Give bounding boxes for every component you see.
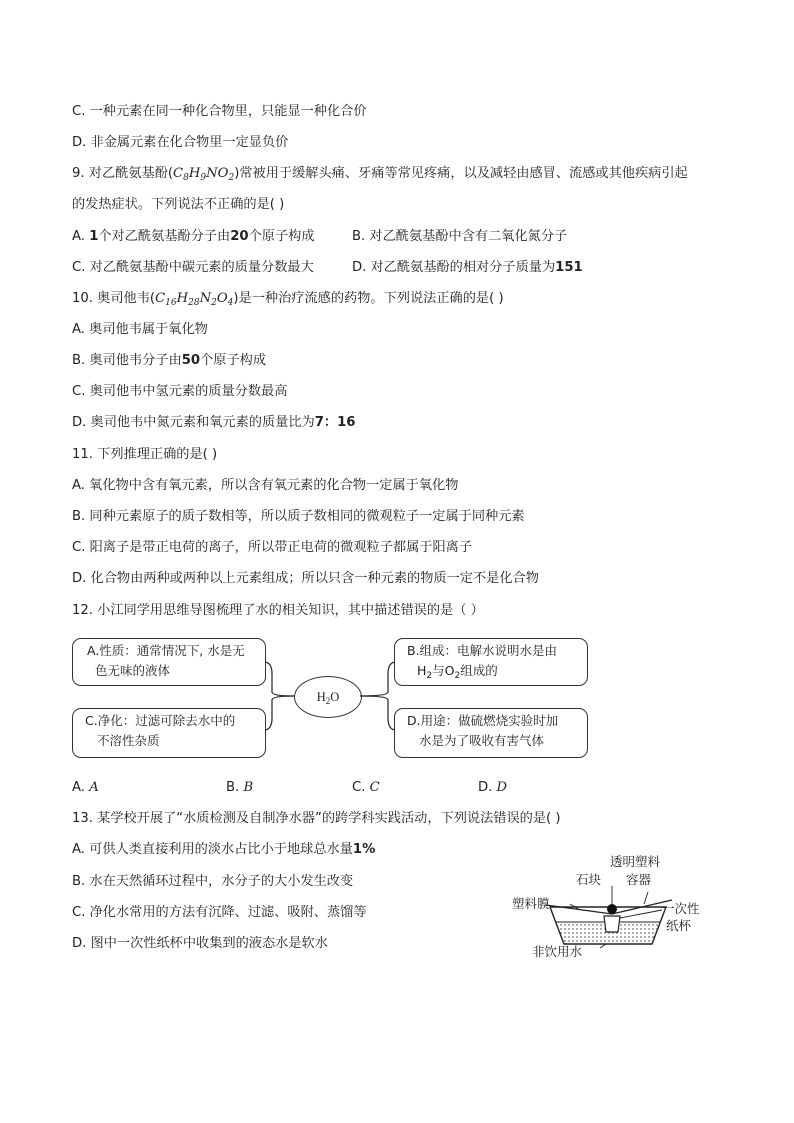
mind-map-center-h2o: $H_2O$	[294, 676, 362, 718]
q9-stem-prefix: 9. 对乙酰氨基酚(	[72, 166, 174, 181]
q8-option-c: C. 一种元素在同一种化合物里，只能显一种化合价	[72, 104, 367, 119]
q12-option-d: D. D	[478, 780, 508, 795]
q11-option-d: D. 化合物由两种或两种以上元素组成；所以只含一种元素的物质一定不是化合物	[72, 571, 539, 586]
q13-option-a: A. 可供人类直接利用的淡水占比小于地球总水量1%	[72, 842, 376, 857]
label-paper-cup: 纸杯	[666, 919, 692, 933]
water-purifier-figure	[512, 852, 730, 962]
q13-option-d: D. 图中一次性纸杯中收集到的液态水是软水	[72, 936, 328, 951]
q13-option-b: B. 水在天然循环过程中，水分子的大小发生改变	[72, 874, 354, 889]
q12-option-b: B. B	[226, 780, 254, 795]
q9-stem-suffix: )常被用于缓解头痛、牙痛等常见疼痛，以及减轻由感冒、流感或其他疾病引起	[234, 166, 688, 181]
q9-option-d: D. 对乙酰氨基酚的相对分子质量为151	[352, 260, 583, 275]
q9-stem	[72, 165, 688, 187]
q13-stem: 13. 某学校开展了“水质检测及自制净水器”的跨学科实践活动，下列说法错误的是( )	[72, 811, 561, 826]
q10-option-d: D. 奥司他韦中氮元素和氧元素的质量比为7：16	[72, 415, 356, 430]
mind-map-box-d: D.用途：做硫燃烧实验时加 水是为了吸收有害气体	[394, 708, 588, 758]
q10-formula: $C_{16}H_{28}N_2O_4$	[155, 291, 234, 308]
q9-formula: $C_8H_9NO_2$	[173, 166, 235, 183]
label-stone: 石块	[576, 873, 602, 887]
q10-stem: 10. 奥司他韦$(C_{16}H_{28}N_2O_4)$是一种治疗流感的药物。下列说法正确的是( )	[72, 291, 504, 308]
label-container: 容器	[626, 873, 652, 887]
q12-option-a: A. A	[72, 780, 99, 795]
q11-option-b: B. 同种元素原子的质子数相等，所以质子数相同的微观粒子一定属于同种元素	[72, 509, 525, 524]
mind-map-box-c: C.净化：过滤可除去水中的 不溶性杂质	[72, 708, 266, 758]
mind-map-box-a: A.性质：通常情况下, 水是无 色无味的液体	[72, 638, 266, 686]
mind-map-box-b: B.组成：电解水说明水是由 $H_2$与$O_2$组成的	[394, 638, 588, 686]
q9-stem-line2: 的发热症状。下列说法不正确的是( )	[72, 197, 285, 212]
q10-option-c: C. 奥司他韦中氢元素的质量分数最高	[72, 384, 288, 399]
q11-option-c: C. 阳离子是带正电荷的离子，所以带正电荷的微观粒子都属于阳离子	[72, 540, 473, 555]
water-mind-map	[72, 634, 592, 764]
label-transparent-container: 透明塑料	[610, 855, 661, 869]
q10-option-b: B. 奥司他韦分子由50个原子构成	[72, 353, 267, 368]
q9-option-a: A. 1个对乙酰氨基酚分子由20个原子构成	[72, 229, 315, 244]
q12-stem: 12. 小江同学用思维导图梳理了水的相关知识，其中描述错误的是（ ）	[72, 603, 484, 618]
label-disposable: 一次性	[662, 902, 700, 916]
label-plastic-film: 塑料膜	[512, 897, 550, 911]
q8-option-d: D. 非金属元素在化合物里一定显负价	[72, 135, 289, 150]
label-non-drinking-water: 非饮用水	[532, 945, 583, 959]
q12-option-c: C. C	[352, 780, 380, 795]
q11-option-a: A. 氧化物中含有氧元素，所以含有氧元素的化合物一定属于氧化物	[72, 478, 459, 493]
q9-option-c: C. 对乙酰氨基酚中碳元素的质量分数最大	[72, 260, 314, 275]
q9-option-b: B. 对乙酰氨基酚中含有二氧化氮分子	[352, 229, 568, 244]
q11-stem: 11. 下列推理正确的是( )	[72, 447, 218, 462]
q13-option-c: C. 净化水常用的方法有沉降、过滤、吸附、蒸馏等	[72, 905, 367, 920]
q10-option-a: A. 奥司他韦属于氧化物	[72, 322, 208, 337]
